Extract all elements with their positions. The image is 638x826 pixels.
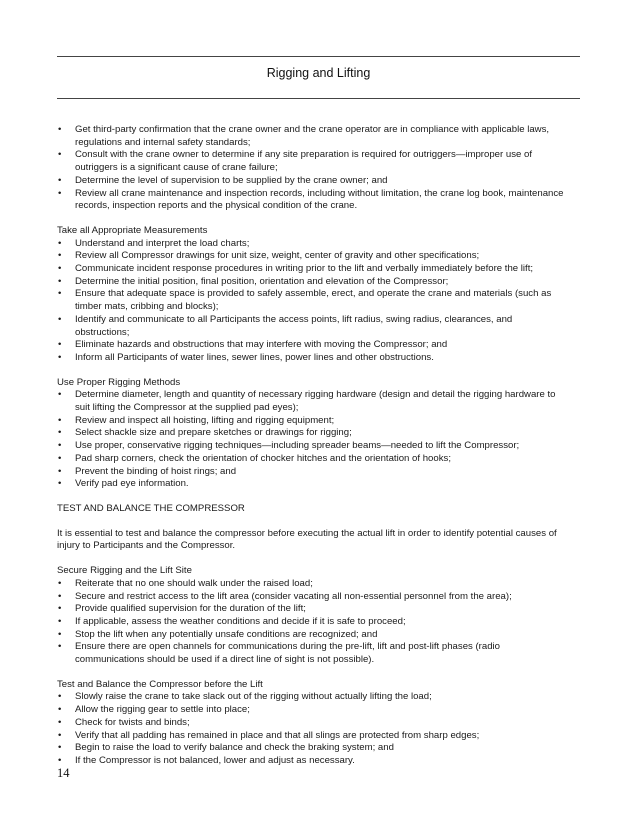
list-item-text: Verify that all padding has remained in place and that all slings are protected from sharp edges;	[75, 729, 480, 741]
list-item	[57, 276, 567, 289]
list-item	[57, 250, 567, 263]
intro-list	[57, 124, 567, 213]
bullet-marker: •	[58, 691, 62, 703]
list-item-text: If applicable, assess the weather conditions and decide if it is safe to proceed;	[75, 615, 406, 627]
list-item	[57, 641, 567, 666]
list-item-text: Reiterate that no one should walk under the raised load;	[75, 577, 313, 589]
bullet-marker: •	[58, 339, 62, 351]
list-item-text: Review all crane maintenance and inspection records, including without limitation, the crane log book, maintenance records, inspection reports and the physical condition of the crane.	[75, 187, 564, 212]
list-item	[57, 704, 567, 717]
list-item	[57, 755, 567, 768]
bullet-marker: •	[58, 237, 62, 249]
bullet-marker: •	[58, 440, 62, 452]
list-item	[57, 124, 567, 149]
bullet-marker: •	[58, 590, 62, 602]
bullet-marker: •	[58, 716, 62, 728]
list-item	[57, 616, 567, 629]
list-item-text: Identify and communicate to all Participants the access points, lift radius, swing radius, clearances, and obstructions;	[75, 313, 513, 338]
list-item-text: Determine the level of supervision to be supplied by the crane owner; and	[75, 174, 388, 186]
bullet-marker: •	[58, 641, 62, 653]
spacer	[57, 213, 567, 225]
list-item-text: Review and inspect all hoisting, lifting and rigging equipment;	[75, 414, 335, 426]
page-title: Rigging and Lifting	[266, 66, 371, 80]
document-body	[57, 124, 567, 768]
list-item	[57, 149, 567, 174]
list-item	[57, 730, 567, 743]
page-number: 14	[57, 766, 70, 780]
list-item-text: Allow the rigging gear to settle into place;	[75, 704, 250, 716]
list-item	[57, 238, 567, 251]
section-heading-test-balance: TEST AND BALANCE THE COMPRESSOR	[57, 502, 245, 514]
list-item	[57, 742, 567, 755]
bullet-marker: •	[58, 615, 62, 627]
section-title-rigging-methods: Use Proper Rigging Methods	[57, 376, 181, 388]
list-item-text: Consult with the crane owner to determine if any site preparation is required for outriggers—improper use of outriggers is a significant cause of crane failure;	[75, 149, 532, 174]
list-item-text: Ensure there are open channels for communications during the pre-lift, lift and post-lift phases (radio communications should be used if a direct line of sight is not possible).	[75, 641, 501, 666]
list-item-text: Check for twists and binds;	[75, 716, 190, 728]
list-item	[57, 415, 567, 428]
list-item-text: Slowly raise the crane to take slack out of the rigging without actually lifting the load;	[75, 691, 432, 703]
list-item-text: Eliminate hazards and obstructions that may interfere with moving the Compressor; and	[75, 339, 448, 351]
list-item-text: Ensure that adequate space is provided to safely assemble, erect, and operate the crane and materials (such as timber mats, cribbing and blocks);	[75, 288, 552, 313]
list-item	[57, 188, 567, 213]
list-item-text: Communicate incident response procedures in writing prior to the lift and verbally immediately before the lift;	[75, 263, 534, 275]
bullet-marker: •	[58, 313, 62, 325]
test-balance-paragraph: It is essential to test and balance the compressor before executing the actual lift in order to identify potential causes of injury to Participants and the Compressor.	[57, 527, 557, 552]
spacer	[57, 516, 567, 528]
bullet-marker: •	[58, 263, 62, 275]
list-item	[57, 389, 567, 414]
list-item	[57, 175, 567, 188]
secure-site-list	[57, 578, 567, 667]
bullet-marker: •	[58, 465, 62, 477]
bullet-marker: •	[58, 704, 62, 716]
spacer	[57, 667, 567, 679]
bullet-marker: •	[58, 149, 62, 161]
bullet-marker: •	[58, 478, 62, 490]
spacer	[57, 491, 567, 503]
list-item-text: Secure and restrict access to the lift area (consider vacating all non-essential personnel from the area);	[75, 590, 512, 602]
bullet-marker: •	[58, 754, 62, 766]
list-item-text: Stop the lift when any potentially unsafe conditions are recognized; and	[75, 628, 378, 640]
bullet-marker: •	[58, 628, 62, 640]
list-item	[57, 453, 567, 466]
bullet-marker: •	[58, 603, 62, 615]
bullet-marker: •	[58, 729, 62, 741]
bullet-marker: •	[58, 452, 62, 464]
list-item	[57, 427, 567, 440]
list-item	[57, 578, 567, 591]
section-title-secure-site: Secure Rigging and the Lift Site	[57, 565, 192, 577]
list-item	[57, 288, 567, 313]
list-item	[57, 314, 567, 339]
list-item-text: Pad sharp corners, check the orientation of chocker hitches and the orientation of hooks;	[75, 452, 451, 464]
list-item	[57, 691, 567, 704]
list-item	[57, 478, 567, 491]
header-rule-top	[57, 56, 580, 57]
bullet-marker: •	[58, 124, 62, 135]
list-item	[57, 717, 567, 730]
list-item	[57, 440, 567, 453]
list-item	[57, 339, 567, 352]
bullet-marker: •	[58, 288, 62, 300]
spacer	[57, 365, 567, 377]
measurements-list	[57, 238, 567, 365]
bullet-marker: •	[58, 414, 62, 426]
section-title-before-lift: Test and Balance the Compressor before the Lift	[57, 678, 263, 690]
list-item-text: Verify pad eye information.	[75, 478, 189, 490]
list-item	[57, 629, 567, 642]
bullet-marker: •	[58, 250, 62, 262]
list-item	[57, 591, 567, 604]
bullet-marker: •	[58, 577, 62, 589]
spacer	[57, 553, 567, 565]
bullet-marker: •	[58, 389, 62, 401]
before-lift-list	[57, 691, 567, 767]
list-item	[57, 263, 567, 276]
bullet-marker: •	[58, 275, 62, 287]
list-item-text: Inform all Participants of water lines, sewer lines, power lines and other obstructions.	[75, 351, 434, 363]
list-item	[57, 603, 567, 616]
list-item-text: Use proper, conservative rigging techniques—including spreader beams—needed to lift the Compressor;	[75, 440, 520, 452]
list-item-text: Get third-party confirmation that the crane owner and the crane operator are in compliance with applicable laws, regulations and internal safety standards;	[75, 124, 550, 148]
list-item-text: Select shackle size and prepare sketches or drawings for rigging;	[75, 427, 352, 439]
header-rule-bottom	[57, 98, 580, 99]
list-item-text: If the Compressor is not balanced, lower and adjust as necessary.	[75, 754, 355, 766]
list-item-text: Review all Compressor drawings for unit size, weight, center of gravity and other specifications;	[75, 250, 480, 262]
bullet-marker: •	[58, 351, 62, 363]
section-title-measurements: Take all Appropriate Measurements	[57, 224, 208, 236]
bullet-marker: •	[58, 427, 62, 439]
list-item-text: Prevent the binding of hoist rings; and	[75, 465, 237, 477]
list-item-text: Begin to raise the load to verify balance and check the braking system; and	[75, 742, 394, 754]
rigging-methods-list	[57, 389, 567, 491]
list-item-text: Determine the initial position, final position, orientation and elevation of the Compressor;	[75, 275, 449, 287]
bullet-marker: •	[58, 174, 62, 186]
list-item-text: Determine diameter, length and quantity of necessary rigging hardware (design and detail the rigging hardware to suit lifting the Compressor at the supplied pad eyes);	[75, 389, 556, 414]
list-item	[57, 466, 567, 479]
list-item	[57, 352, 567, 365]
bullet-marker: •	[58, 742, 62, 754]
bullet-marker: •	[58, 187, 62, 199]
list-item-text: Provide qualified supervision for the duration of the lift;	[75, 603, 306, 615]
list-item-text: Understand and interpret the load charts;	[75, 237, 250, 249]
